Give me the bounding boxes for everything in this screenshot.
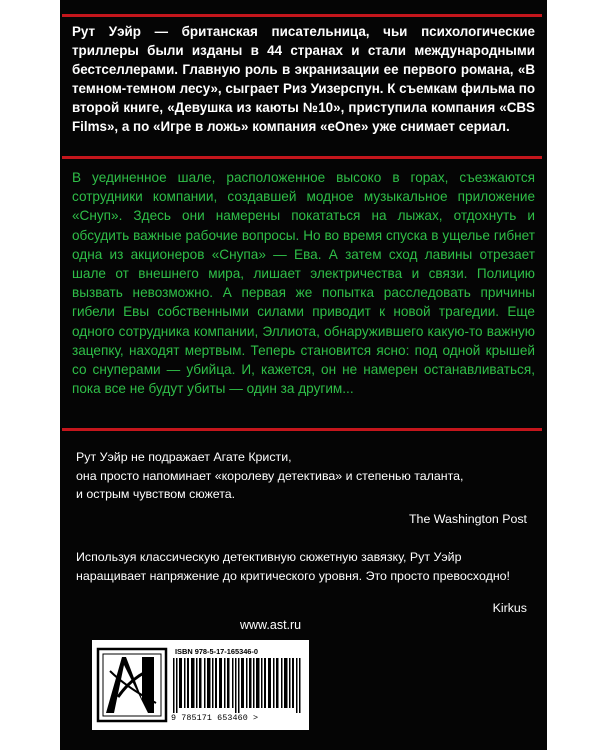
barcode-icon [173, 658, 303, 718]
synopsis: В уединенное шале, расположенное высоко в горах, съезжаются сотрудники компании, создавшей модное музыкальное приложение «Снуп». Здесь они намерены покататься на лыжах, отдохнуть и обсудить важные рабочие вопросы. Но во время спуска в ущелье гибнет одна из акционеров «Снупа» — Ева. А затем сход лавины отрезает шале от внешнего мира, лишает электричества и связи. Полицию вызвать невозможно. А первая же попытка расследовать причины гибели Евы собственными силами приводит к новой трагедии. Еще одного сотрудника компании, Эллиота, обнаружившего какую-то важную зацепку, находят мертвым. Теперь становится ясно: под одной крышей со снуперами — убийца. И, кажется, он не намерен останавливаться, пока все не будут убиты — один за другим... [72, 170, 535, 397]
synopsis-divider [62, 428, 542, 431]
review-washington-post [76, 448, 539, 504]
barcode-panel [92, 640, 309, 730]
barcode-digits: 9 785171 653460 > [171, 713, 259, 723]
review-source-washington-post: The Washington Post [408, 512, 527, 526]
back-cover [60, 0, 547, 750]
review-kirkus: Используя классическую детективную сюжетную завязку, Рут Уэйр наращивает напряжение до критического уровня. Это просто превосходно! [76, 550, 511, 583]
bio-divider [62, 156, 542, 159]
author-bio: Рут Уэйр — британская писательница, чьи психологические триллеры были изданы в 44 странах и стали международными бестселлерами. Главную роль в экранизации ее первого романа, «В темном-темном лесу», сыграет Риз Уизерспун. К съемкам фильма по второй книге, «Девушка из каюты №10», приступила компания «CBS Films», а по «Игре в ложь» компания «eOne» уже снимает сериал. [72, 24, 535, 134]
review-line: Рут Уэйр не подражает Агате Кристи, [76, 450, 292, 464]
review-line: и острым чувством сюжета. [76, 487, 236, 501]
isbn-label: ISBN 978-5-17-165346-0 [175, 647, 258, 656]
review-line: она просто напоминает «королеву детектива» и степенью таланта, [76, 468, 464, 483]
publisher-website: www.ast.ru [240, 618, 302, 632]
review-source-kirkus: Kirkus [492, 601, 527, 615]
top-divider [62, 14, 542, 17]
publisher-monogram-icon [96, 647, 168, 723]
